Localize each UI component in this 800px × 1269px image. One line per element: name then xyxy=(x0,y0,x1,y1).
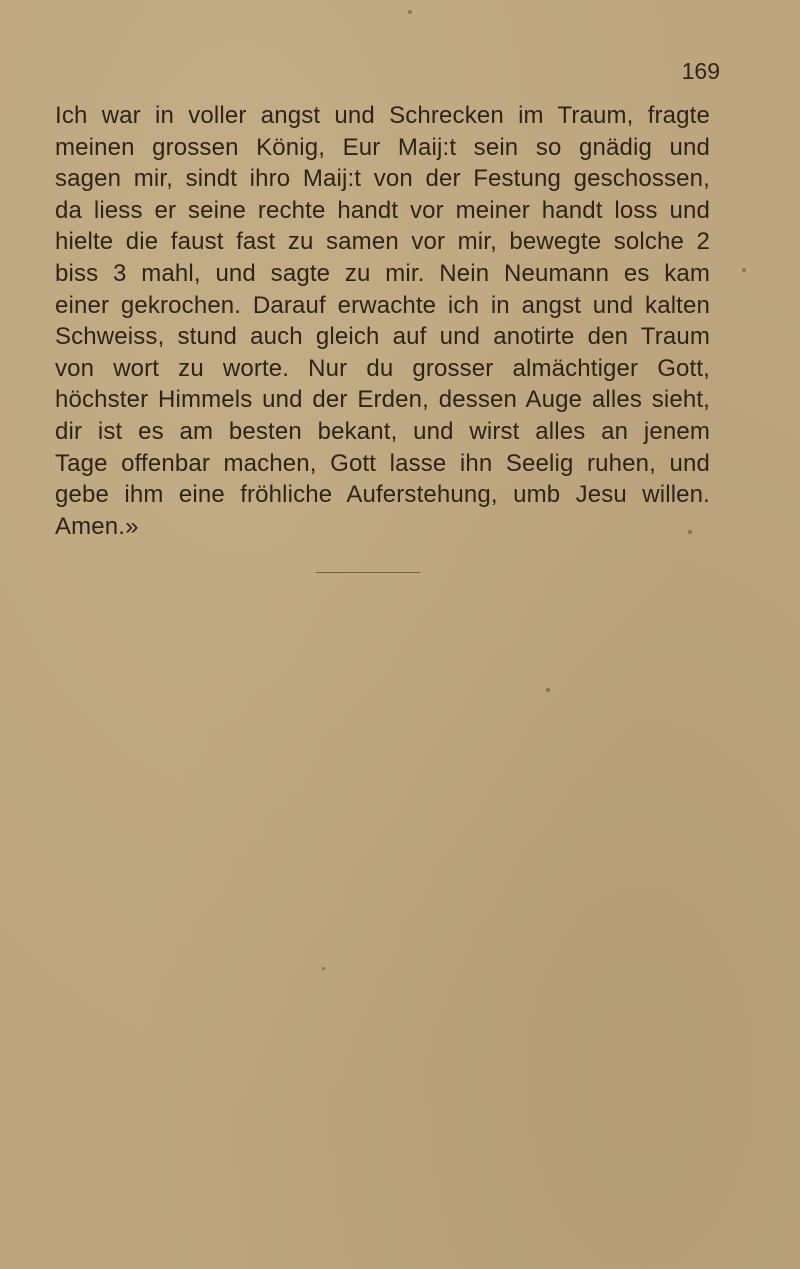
text-line: gebe ihm eine fröhliche Auferstehung, umb Jesu willen. xyxy=(55,481,710,509)
text-line: Tage offenbar machen, Gott lasse ihn Seelig ruhen, und xyxy=(55,449,710,477)
text-line: von wort zu worte. Nur du grosser almächtiger Gott, xyxy=(55,354,710,382)
paper-speck xyxy=(408,10,412,14)
paper-speck xyxy=(322,967,325,970)
text-line: hielte die faust fast zu samen vor mir, bewegte solche 2 xyxy=(55,228,710,256)
paper-speck xyxy=(742,268,746,272)
paper-speck xyxy=(688,530,692,534)
text-line: da liess er seine rechte handt vor meiner handt loss und xyxy=(55,196,710,224)
paper-speck xyxy=(546,688,550,692)
text-line-last: Amen.» xyxy=(55,512,139,540)
text-line: Schweiss, stund auch gleich auf und anotirte den Traum xyxy=(55,323,710,351)
text-line: meinen grossen König, Eur Maij:t sein so gnädig und xyxy=(55,133,710,161)
text-line: dir ist es am besten bekant, und wirst alles an jenem xyxy=(55,417,710,445)
page-number: 169 xyxy=(681,58,720,84)
text-line: biss 3 mahl, und sagte zu mir. Nein Neumann es kam xyxy=(55,259,710,287)
section-end-rule xyxy=(316,572,420,573)
text-line: einer gekrochen. Darauf erwachte ich in angst und kalten xyxy=(55,291,710,319)
text-line: sagen mir, sindt ihro Maij:t von der Festung geschossen, xyxy=(55,165,710,193)
text-line: höchster Himmels und der Erden, dessen Auge alles sieht, xyxy=(55,386,710,414)
text-line: Ich war in voller angst und Schrecken im Traum, fragte xyxy=(55,102,710,129)
body-paragraph xyxy=(55,100,710,542)
